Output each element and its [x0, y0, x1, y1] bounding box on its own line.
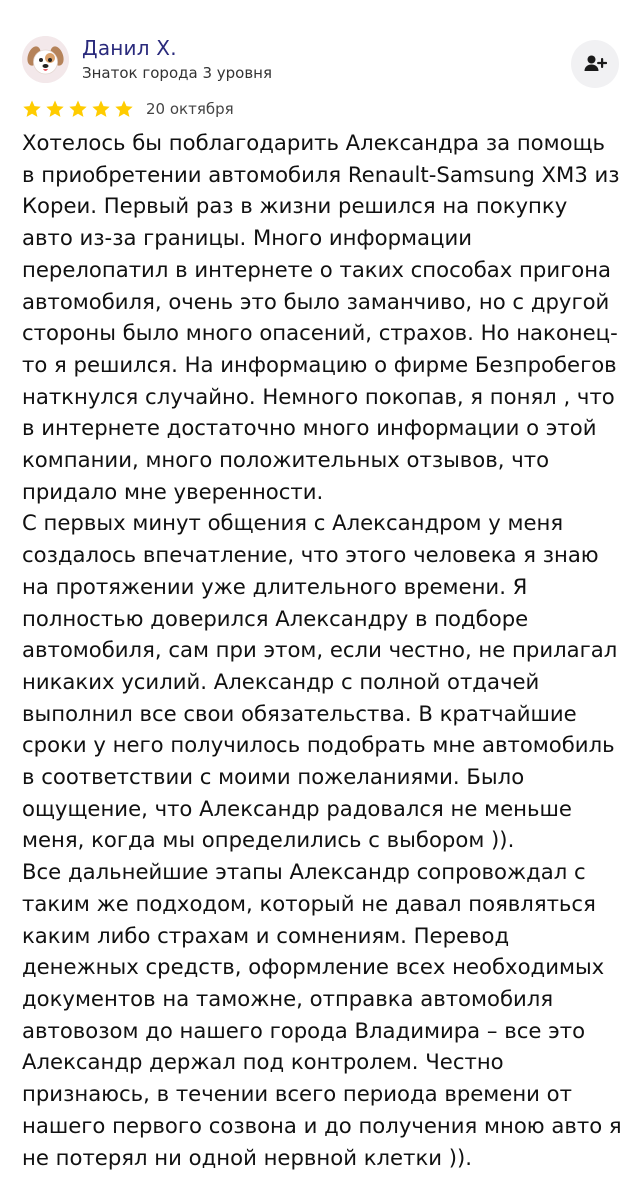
star-icon	[68, 99, 88, 119]
review-header	[22, 36, 619, 88]
review-paragraph: Все дальнейшие этапы Александр сопровождал с таким же подходом, который не давал появляться каким либо страхам и сомнениям. Перевод денежных средств, оформление всех необходимых документов на таможне, отправка автомобиля автовозом до нашего города Владимира – все это Александр держал под контролем. Честно признаюсь, в течении всего периода времени от нашего первого созвона и до получения мною авто я не потерял ни одной нервной клетки )).	[22, 859, 622, 1170]
star-icon	[114, 99, 134, 119]
star-icon	[91, 99, 111, 119]
review-date: 20 октября	[146, 100, 234, 118]
review-paragraph: С первых минут общения с Александром у меня создалось впечатление, что этого человека я знаю на протяжении уже длительного времени. Я полностью доверился Александру в подборе автомобиля, сам при этом, если честно, не прилагал никаких усилий. Александр с полной отдачей выполнил все свои обязательства. В кратчайшие сроки у него получилось подобрать мне автомобиль в соответствии с моими пожеланиями. Было ощущение, что Александр радовался не меньше меня, когда мы определились с выбором )).	[22, 510, 618, 853]
star-icon	[45, 99, 65, 119]
star-rating	[22, 99, 137, 119]
review-text	[22, 127, 622, 1173]
review-paragraph: Хотелось бы поблагодарить Александра за помощь в приобретении автомобиля Renault-Samsung XM3 из Кореи. Первый раз в жизни решился на покупку авто из-за границы. Много информации перелопатил в интернете о таких способах пригона автомобиля, очень это было заманчиво, но с другой стороны было много опасений, страхов. Но наконец-то я решился. На информацию о фирме Безпробегов наткнулся случайно. Немного покопав, я понял , что в интернете достаточно много информации о этой компании, много положительных отзывов, что придало мне уверенности.	[22, 130, 620, 504]
rating-row	[22, 98, 234, 120]
author-name[interactable]: Данил Х.	[82, 36, 177, 60]
add-user-icon	[583, 52, 607, 76]
puppy-avatar-icon[interactable]	[22, 36, 69, 83]
author-level: Знаток города 3 уровня	[82, 64, 273, 82]
star-icon	[22, 99, 42, 119]
subscribe-button[interactable]	[571, 40, 619, 88]
